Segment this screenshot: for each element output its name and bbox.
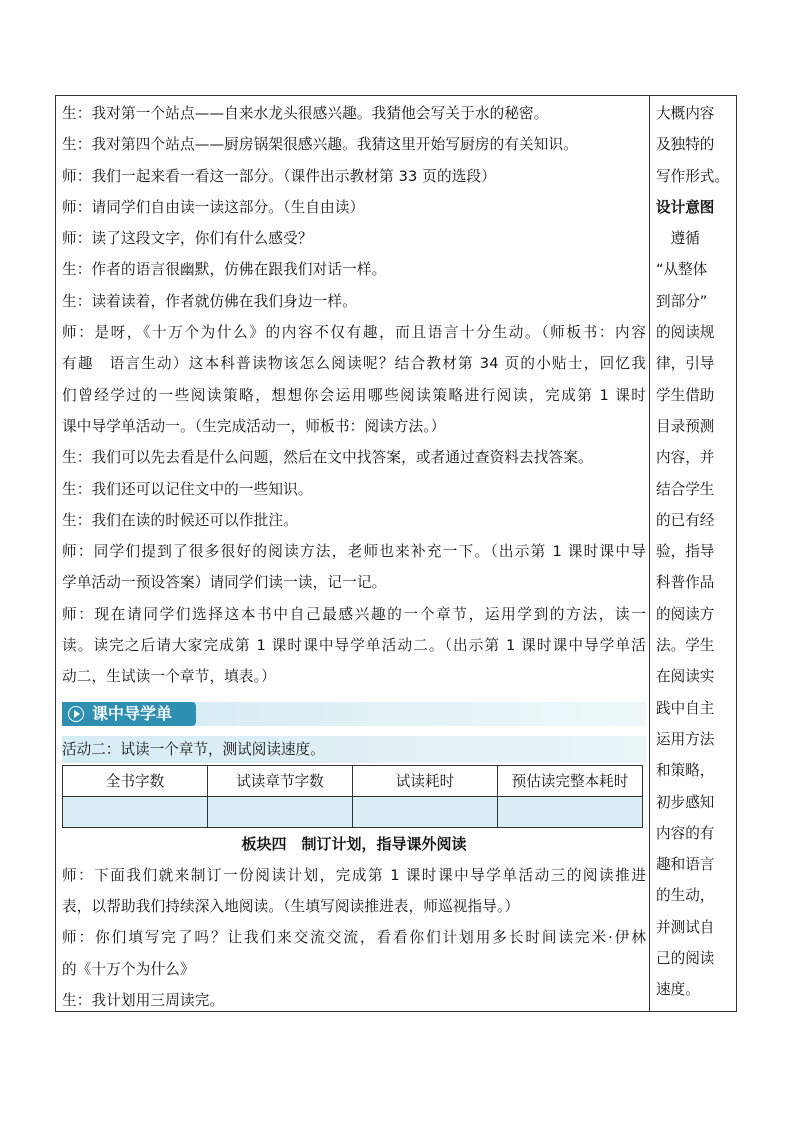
table-input-cell[interactable] bbox=[63, 796, 208, 827]
table-input-cell[interactable] bbox=[498, 796, 643, 827]
side-note-line: 速度。 bbox=[656, 981, 700, 999]
guide-banner-tag bbox=[62, 702, 196, 726]
dialogue-line: 生：我对第四个站点——厨房锅架很感兴趣。我猜这里开始写厨房的有关知识。 bbox=[62, 136, 579, 154]
table-header-cell: 预估读完整本耗时 bbox=[498, 765, 643, 796]
guide-banner bbox=[62, 702, 646, 726]
table-header-row bbox=[63, 765, 643, 796]
column-divider bbox=[649, 95, 650, 1012]
side-note-line: 的阅读规 bbox=[656, 324, 715, 342]
side-note-line: 的生动， bbox=[656, 887, 715, 905]
play-circle-icon bbox=[68, 706, 84, 722]
dialogue-line: 师：请同学们自由读一读这部分。（生自由读） bbox=[62, 198, 365, 216]
dialogue-line: 生：读着读着，作者就仿佛在我们身边一样。 bbox=[62, 292, 357, 310]
side-note-line: 学生借助 bbox=[656, 386, 715, 404]
side-note-line: 趣和语言 bbox=[656, 856, 715, 874]
main-column bbox=[62, 98, 646, 1016]
side-note-line: 验，指导 bbox=[656, 543, 715, 561]
side-note-line: 内容，并 bbox=[656, 449, 715, 467]
side-note-line: 和策略， bbox=[656, 762, 715, 780]
dialogue-line: 师：我们一起来看一看这一部分。（课件出示教材第 33 页的选段） bbox=[62, 167, 496, 185]
side-note-line: 法。学生 bbox=[656, 637, 715, 655]
side-note-line: 律，引导 bbox=[656, 355, 715, 373]
dialogue-line: 师：是呀，《十万个为什么》的内容不仅有趣，而且语言十分生动。（师板书：内容 bbox=[62, 324, 646, 342]
side-note-line: 大概内容 bbox=[656, 105, 715, 122]
reading-speed-table bbox=[62, 765, 643, 828]
dialogue-line: 生：我们可以先去看是什么问题，然后在文中找答案，或者通过查资料去找答案。 bbox=[62, 449, 593, 467]
dialogue-line: 生：我计划用三周读完。 bbox=[62, 991, 225, 1009]
side-note-line: 运用方法 bbox=[656, 730, 715, 748]
table-header-cell: 试读耗时 bbox=[353, 765, 498, 796]
dialogue-line: 师：现在请同学们选择这本书中自己最感兴趣的一个章节，运用学到的方法，读一 bbox=[62, 605, 646, 623]
guide-banner-label: 课中导学单 bbox=[92, 703, 173, 723]
side-note-line: 并测试自 bbox=[656, 918, 715, 936]
side-note-line: 目录预测 bbox=[656, 417, 715, 435]
activity-prompt: 活动二：试读一个章节，测试阅读速度。 bbox=[62, 736, 646, 763]
side-note-line: 在阅读实 bbox=[656, 668, 715, 686]
dialogue-line: 生：我们在读的时候还可以作批注。 bbox=[62, 511, 298, 529]
dialogue-line: 读。读完之后请大家完成第 1 课时课中导学单活动二。（出示第 1 课时课中导学单活 bbox=[62, 637, 646, 655]
side-note-line: 及独特的 bbox=[656, 136, 715, 154]
section-title: 板块四 制订计划，指导课外阅读 bbox=[241, 834, 467, 853]
side-note-line: 结合学生 bbox=[656, 480, 715, 498]
design-notes-column bbox=[656, 98, 734, 1006]
side-note-line: “从整体 bbox=[656, 261, 708, 279]
side-note-line: 写作形式。 bbox=[656, 167, 729, 185]
table-input-cell[interactable] bbox=[353, 796, 498, 827]
side-note-line: 的已有经 bbox=[656, 511, 715, 529]
dialogue-line: 师：同学们提到了很多很好的阅读方法，老师也来补充一下。（出示第 1 课时课中导 bbox=[62, 543, 646, 561]
side-note-line: 践中自主 bbox=[656, 699, 715, 717]
side-note-line: 己的阅读 bbox=[656, 950, 715, 968]
table-header-cell: 试读章节字数 bbox=[208, 765, 353, 796]
side-note-line: 初步感知 bbox=[656, 793, 715, 811]
table-header-cell: 全书字数 bbox=[63, 765, 208, 796]
dialogue-line: 生：作者的语言很幽默，仿佛在跟我们对话一样。 bbox=[62, 261, 387, 279]
side-note-line: 的阅读方 bbox=[656, 605, 715, 623]
dialogue-line: 有趣 语言生动）这本科普读物该怎么阅读呢？结合教材第 34 页的小贴士，回忆我 bbox=[62, 355, 646, 373]
dialogue-line: 的《十万个为什么》 bbox=[62, 960, 195, 978]
dialogue-line: 生：我对第一个站点——自来水龙头很感兴趣。我猜他会写关于水的秘密。 bbox=[62, 105, 549, 122]
table-row bbox=[63, 796, 643, 827]
side-note-line: 科普作品 bbox=[656, 574, 715, 592]
dialogue-line: 师：你们填写完了吗？让我们来交流交流，看看你们计划用多长时间读完米·伊林 bbox=[62, 929, 646, 947]
dialogue-line: 师：读了这段文字，你们有什么感受？ bbox=[62, 230, 313, 248]
side-note-line: 内容的有 bbox=[656, 824, 715, 842]
dialogue-line: 动二，生试读一个章节，填表。） bbox=[62, 668, 276, 686]
table-input-cell[interactable] bbox=[208, 796, 353, 827]
side-note-line: 遵循 bbox=[656, 230, 700, 248]
dialogue-line: 生：我们还可以记住文中的一些知识。 bbox=[62, 480, 313, 498]
side-note-line: 到部分” bbox=[656, 292, 708, 310]
dialogue-line: 师：下面我们就来制订一份阅读计划，完成第 1 课时课中导学单活动三的阅读推进 bbox=[62, 866, 646, 884]
design-intent-heading: 设计意图 bbox=[656, 198, 715, 216]
dialogue-line: 们曾经学过的一些阅读策略，想想你会运用哪些阅读策略进行阅读，完成第 1 课时 bbox=[62, 386, 646, 404]
dialogue-line: 表，以帮助我们持续深入地阅读。（生填写阅读推进表，师巡视指导。） bbox=[62, 897, 520, 915]
dialogue-line: 课中导学单活动一。（生完成活动一，师板书：阅读方法。） bbox=[62, 417, 446, 435]
dialogue-line: 学单活动一预设答案）请同学们读一读，记一记。 bbox=[62, 574, 387, 592]
